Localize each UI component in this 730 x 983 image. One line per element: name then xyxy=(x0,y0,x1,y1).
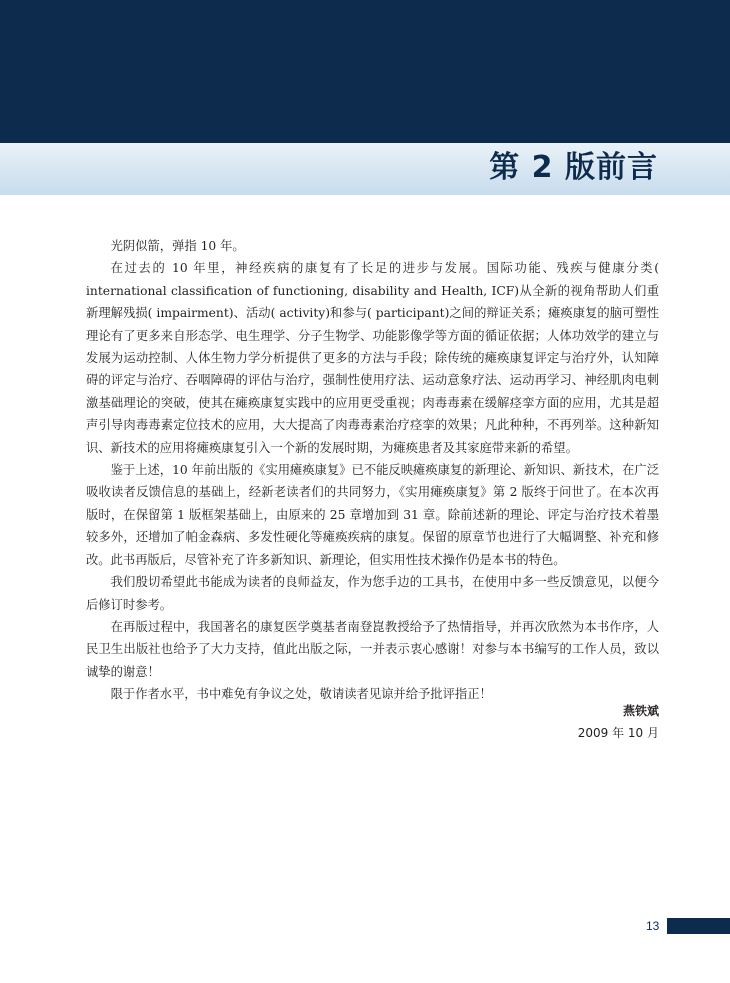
page-title: 第 2 版前言 xyxy=(489,150,658,185)
page-number-bar xyxy=(667,918,730,934)
signature-date: 2009 年 10 月 xyxy=(577,726,659,740)
paragraph: 在过去的 10 年里，神经疾病的康复有了长足的进步与发展。国际功能、残疾与健康分类( international classification of functioning, disability and Health, ICF)从全新的视角帮助人们重新理解残损( impairment)、活动( activity)和参与( participant)之间的辩证关系；瘫痪康复的脑可塑性理论有了更多来自形态学、电生理学、分子生物学、功能影像学等方面的循证依据；人体功效学的建立与发展为运动控制、人体生物力学分析提供了更多的方法与手段；除传统的瘫痪康复评定与治疗外，认知障碍的评定与治疗、吞咽障碍的评估与治疗，强制性使用疗法、运动意象疗法、运动再学习、神经肌肉电刺激基础理论的突破，使其在瘫痪康复实践中的应用更受重视；肉毒毒素在缓解痉挛方面的应用，尤其是超声引导肉毒毒素定位技术的应用，大大提高了肉毒毒素治疗痉挛的效果；凡此种种，不再列举。这种新知识、新技术的应用将瘫痪康复引入一个新的发展时期，为瘫痪患者及其家庭带来新的希望。 xyxy=(86,261,659,455)
signature-block xyxy=(578,700,659,744)
paragraph: 我们殷切希望此书能成为读者的良师益友，作为您手边的工具书，在使用中多一些反馈意见，以便今后修订时参考。 xyxy=(86,575,659,612)
page-number: 13 xyxy=(646,919,660,933)
preface-body xyxy=(86,235,659,706)
header-band xyxy=(0,0,730,143)
paragraph: 在再版过程中，我国著名的康复医学奠基者南登崑教授给予了热情指导，并再次欣然为本书作序，人民卫生出版社也给予了大力支持，值此出版之际，一并表示衷心感谢！对参与本书编写的工作人员，致以诚挚的谢意！ xyxy=(86,619,659,679)
paragraph: 光阴似箭，弹指 10 年。 xyxy=(110,239,245,253)
author-name: 燕铁斌 xyxy=(622,704,659,718)
paragraph: 鉴于上述，10 年前出版的《实用瘫痪康复》已不能反映瘫痪康复的新理论、新知识、新技术，在广泛吸收读者反馈信息的基础上，经新老读者们的共同努力，《实用瘫痪康复》第 2 版终于问世了。在本次再版时，在保留第 1 版框架基础上，由原来的 25 章增加到 31 章。除前述新的理论、评定与治疗技术着墨较多外，还增加了帕金森病、多发性硬化等瘫痪疾病的康复。保留的原章节也进行了大幅调整、补充和修改。此书再版后，尽管补充了许多新知识、新理论，但实用性技术操作仍是本书的特色。 xyxy=(86,463,659,567)
paragraph: 限于作者水平，书中难免有争议之处，敬请读者见谅并给予批评指正！ xyxy=(110,687,492,702)
